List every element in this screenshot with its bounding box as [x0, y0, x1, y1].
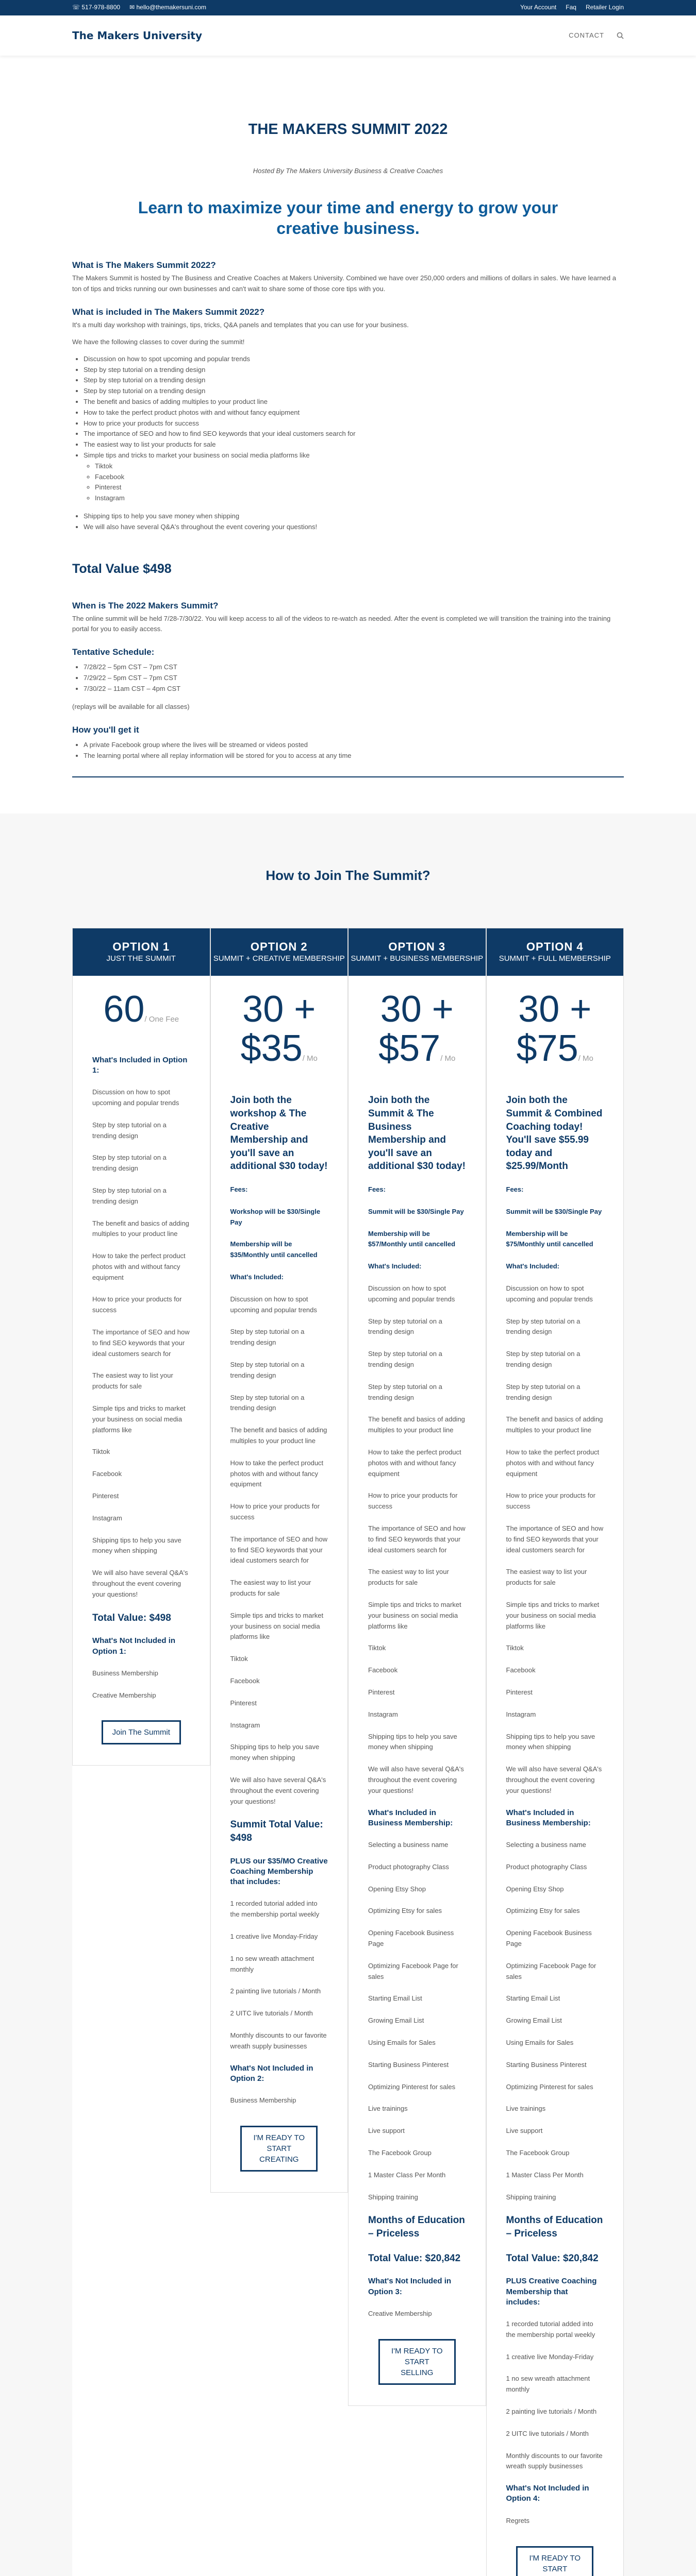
plan-option-4 [486, 928, 624, 2576]
list-item: • The learning portal where all replay information will be stored for you to access at any time [84, 751, 624, 761]
plan-feature: How to price your products for success [506, 1492, 595, 1511]
plan-total: Total Value: $20,842 [368, 2252, 461, 2264]
plan-plus-item: Live trainings [506, 2105, 546, 2113]
about-section [72, 258, 624, 532]
plan-plus-item: Opening Facebook Business Page [368, 1929, 454, 1948]
price-value: 60 [103, 989, 145, 1030]
plan-feature: Simple tips and tricks to market your business on social media platforms like [230, 1611, 324, 1641]
plan-not-included-heading: What's Not Included in Option 3: [368, 2277, 452, 2296]
list-item: ◦ Instagram [95, 493, 624, 504]
plan-intro: Workshop will be $30/Single Pay [230, 1207, 321, 1226]
plan-price [349, 976, 486, 1082]
list-item: • 7/28/22 – 5pm CST – 7pm CST [84, 662, 624, 673]
plan-intro: Summit will be $30/Single Pay [368, 1207, 464, 1215]
plan-feature: Shipping tips to help you save money when shipping [230, 1743, 320, 1762]
plan-plus-heading: What's Included in Business Membership: [368, 1808, 453, 1827]
plan-feature: Tiktok [506, 1644, 524, 1652]
plan-not-item: Business Membership [92, 1669, 158, 1677]
plan-plus-item: 2 painting live tutorials / Month [506, 2408, 597, 2416]
plan-body [211, 1082, 348, 2192]
plan-feature: Instagram [368, 1710, 398, 1718]
list-item: • Simple tips and tricks to market your business on social media platforms like [84, 450, 624, 461]
plan-plus-item: Growing Email List [506, 2016, 562, 2025]
phone-link[interactable]: ☏ 517-978-8800 [72, 4, 121, 11]
plan-not-item: Regrets [506, 2516, 530, 2524]
plan-plus-item: Opening Facebook Business Page [506, 1929, 592, 1948]
plan-feature: How to take the perfect product photos with and without fancy equipment [506, 1448, 600, 1478]
plan-plus-item: Opening Etsy Shop [506, 1885, 564, 1893]
list-item: • Shipping tips to help you save money when shipping [84, 511, 624, 522]
plan-feature: How to price your products for success [92, 1295, 182, 1314]
price-amount [487, 990, 624, 1029]
plan-total: Total Value: $20,842 [506, 2252, 599, 2264]
q-how: How you'll get it [72, 724, 139, 735]
plan-plus-item: 2 painting live tutorials / Month [230, 1987, 321, 1995]
plan-feature: The benefit and basics of adding multiples to your product line [230, 1426, 327, 1445]
list-item: • The importance of SEO and how to find SEO keywords that your ideal customers search for [84, 429, 624, 439]
platform-list [95, 461, 624, 504]
plan-feature: Pinterest [368, 1688, 395, 1696]
plan-feature: Facebook [368, 1666, 398, 1674]
plan-header [487, 928, 624, 976]
plan-option-1 [72, 928, 210, 1766]
replay-note: (replays will be available for all classes) [72, 702, 190, 710]
plan-plus-item: Optimizing Pinterest for sales [506, 2082, 593, 2091]
plan-body [73, 1044, 210, 1766]
retailer-login-link[interactable]: Retailer Login [585, 4, 624, 11]
plan-not-item: Creative Membership [92, 1691, 156, 1699]
list-item: • How to price your products for success [84, 418, 624, 429]
plan-feature: The importance of SEO and how to find SEO keywords that your ideal customers search for [368, 1524, 466, 1554]
plan-header [73, 928, 210, 976]
price-monthly-suffix: / Mo [578, 1054, 593, 1063]
top-bar [0, 0, 696, 15]
plan-option-3 [348, 928, 486, 2406]
plan-plus-item: Product photography Class [506, 1862, 587, 1871]
plan-feature: Facebook [230, 1676, 260, 1685]
plan-feature: The easiest way to list your products for sale [92, 1371, 173, 1391]
plan-feature: Pinterest [230, 1699, 257, 1707]
total-value: Total Value $498 [72, 561, 172, 576]
plan-body [487, 1082, 624, 2576]
plan-plus-item: Optimizing Etsy for sales [368, 1907, 442, 1915]
plan-plus-item: Optimizing Facebook Page for sales [506, 1961, 596, 1980]
plan-feature: Tiktok [230, 1655, 248, 1663]
plan-feature: How to take the perfect product photos with and without fancy equipment [368, 1448, 461, 1478]
plan-intro: Membership will be $57/Monthly until cancelled [368, 1229, 456, 1248]
plan-feature: Step by step tutorial on a trending design [368, 1317, 442, 1336]
plan-plus-item: Selecting a business name [368, 1841, 449, 1849]
plan-months: Months of Education – Priceless [506, 2215, 603, 2240]
plan-plus-item: 1 recorded tutorial added into the membership portal weekly [506, 2320, 595, 2338]
plan-plus-item: 1 creative live Monday-Friday [230, 1932, 318, 1940]
list-item: • Step by step tutorial on a trending design [84, 375, 624, 386]
plan-intro: Membership will be $35/Monthly until cancelled [230, 1240, 318, 1259]
plan-plus-item: 1 Master Class Per Month [368, 2171, 446, 2179]
plan-not-included-heading: What's Not Included in Option 1: [92, 1636, 176, 1656]
price-monthly-value: $57 [378, 1027, 441, 1069]
plan-plus-item: Optimizing Etsy for sales [506, 1907, 580, 1915]
plan-feature: Discussion on how to spot upcoming and popular trends [368, 1284, 455, 1303]
plan-intro: Summit will be $30/Single Pay [506, 1207, 602, 1215]
price-amount [349, 990, 486, 1029]
included-paragraph: It's a multi day workshop with trainings, tips, tricks, Q&A panels and templates that you can use for your business. [72, 321, 409, 329]
plan-feature: The importance of SEO and how to find SEO keywords that your ideal customers search for [230, 1535, 328, 1565]
plan-feature: Simple tips and tricks to market your business on social media platforms like [368, 1600, 461, 1630]
plan-cta-button[interactable]: I'M READY TO START CREATING [240, 2126, 318, 2172]
plan-price [211, 976, 348, 1082]
price-value: 30 + [380, 989, 454, 1030]
plan-feature: Discussion on how to spot upcoming and popular trends [230, 1295, 317, 1314]
about-paragraph: The Makers Summit is hosted by The Business and Creative Coaches at Makers University. Combined we have over 250,000 orders and millions of dollars in sales. We have learned a ton of tips and tricks running our own businesses and can't wait to share some of those core tips with you. [72, 274, 616, 293]
plan-intro: Fees: [368, 1185, 386, 1194]
price-suffix: / One Fee [144, 1015, 179, 1024]
plan-header [349, 928, 486, 976]
list-item: ◦ Pinterest [95, 482, 624, 493]
plan-title: OPTION 4 [526, 940, 584, 953]
plan-feature: We will also have several Q&A's throughout the event covering your questions! [506, 1765, 602, 1794]
plan-feature: How to price your products for success [368, 1492, 458, 1511]
divider [72, 776, 624, 777]
pricing-table [72, 928, 624, 2576]
plan-subtitle: SUMMIT + FULL MEMBERSHIP [499, 954, 611, 963]
price-value: 30 + [242, 989, 316, 1030]
list-item: • How to take the perfect product photos with and without fancy equipment [84, 408, 624, 418]
plan-subtitle: JUST THE SUMMIT [106, 954, 176, 963]
plan-intro: Join both the workshop & The Creative Membership and you'll save an additional $30 today! [230, 1095, 328, 1172]
plan-plus-heading: What's Included in Business Membership: [506, 1808, 591, 1827]
plan-feature: The easiest way to list your products for sale [230, 1579, 311, 1597]
plan-feature: Discussion on how to spot upcoming and popular trends [92, 1088, 179, 1107]
pricing-heading: How to Join The Summit? [266, 868, 430, 884]
plan-feature: Pinterest [506, 1688, 533, 1696]
plan-title: OPTION 2 [250, 940, 308, 953]
your-account-link[interactable]: Your Account [520, 4, 557, 11]
site-header [0, 15, 696, 56]
plan-plus-item: Using Emails for Sales [506, 2039, 574, 2047]
price-monthly-suffix: / Mo [302, 1054, 318, 1063]
schedule-list [84, 662, 624, 694]
plan-feature: The benefit and basics of adding multiples to your product line [506, 1415, 603, 1434]
plan-total: Summit Total Value: $498 [230, 1819, 323, 1843]
plan-feature: Discussion on how to spot upcoming and popular trends [506, 1284, 593, 1303]
list-item: • The benefit and basics of adding multiples to your product line [84, 397, 624, 408]
plan-feature: How to take the perfect product photos with and without fancy equipment [230, 1459, 324, 1488]
plan-feature: We will also have several Q&A's throughout the event covering your questions! [368, 1765, 464, 1794]
plan-intro: Join both the Summit & Combined Coaching today! You'll save $55.99 today and $25.99/Month [506, 1095, 603, 1172]
q-included: What is included in The Makers Summit 2022? [72, 307, 265, 317]
plan-cta-button[interactable]: I'M READY TO START [516, 2546, 593, 2576]
price-monthly-suffix: / Mo [440, 1054, 456, 1063]
plan-plus-item: The Facebook Group [368, 2149, 432, 2157]
plan-feature: How to price your products for success [230, 1502, 320, 1521]
lead-heading: Learn to maximize your time and energy to grow your creative business. [138, 198, 558, 238]
plan-plus-item: Shipping training [506, 2193, 556, 2201]
plan-feature: We will also have several Q&A's throughout the event covering your questions! [230, 1775, 326, 1805]
classes-intro: We have the following classes to cover during the summit! [72, 337, 245, 346]
list-item: ◦ Tiktok [95, 461, 624, 472]
plan-plus-item: Using Emails for Sales [368, 2039, 436, 2047]
list-item: ◦ Facebook [95, 472, 624, 483]
plan-title: OPTION 3 [388, 940, 446, 953]
page-title: THE MAKERS SUMMIT 2022 [248, 121, 448, 138]
plan-plus-item: 1 no sew wreath attachment monthly [506, 2375, 590, 2394]
plan-plus-item: Opening Etsy Shop [368, 1885, 426, 1893]
plan-feature: The easiest way to list your products for sale [368, 1568, 449, 1587]
plan-feature: The benefit and basics of adding multiples to your product line [92, 1219, 189, 1238]
list-item: • A private Facebook group where the lives will be streamed or videos posted [84, 740, 624, 751]
plan-feature: Simple tips and tricks to market your business on social media platforms like [506, 1600, 600, 1630]
plan-feature: Facebook [92, 1470, 122, 1478]
plan-feature: Step by step tutorial on a trending design [92, 1154, 167, 1173]
email-link[interactable]: ✉ hello@themakersuni.com [129, 4, 207, 11]
plan-feature: Facebook [506, 1666, 536, 1674]
q-when: When is The 2022 Makers Summit? [72, 600, 219, 611]
plan-subtitle: SUMMIT + BUSINESS MEMBERSHIP [351, 954, 484, 963]
classes-list [84, 354, 624, 504]
list-item: • 7/29/22 – 5pm CST – 7pm CST [84, 673, 624, 684]
plan-feature: Shipping tips to help you save money when shipping [506, 1732, 595, 1751]
plan-plus-item: 1 no sew wreath attachment monthly [230, 1954, 314, 1973]
plan-plus-item: Starting Email List [506, 1994, 560, 2003]
plan-feature: Step by step tutorial on a trending design [368, 1382, 442, 1401]
plan-plus-item: 2 UITC live tutorials / Month [230, 2009, 313, 2018]
plan-plus-item: Monthly discounts to our favorite wreath supply businesses [506, 2451, 603, 2470]
plan-feature: The importance of SEO and how to find SEO keywords that your ideal customers search for [92, 1328, 190, 1358]
plan-plus-item: Shipping training [368, 2193, 418, 2201]
plan-plus-heading: PLUS our $35/MO Creative Coaching Membership that includes: [230, 1856, 328, 1887]
plan-plus-item: 1 Master Class Per Month [506, 2171, 584, 2179]
plan-title: OPTION 1 [112, 940, 170, 953]
plan-plus-heading: PLUS Creative Coaching Membership that includes: [506, 2277, 597, 2307]
plan-feature: Instagram [506, 1710, 536, 1718]
list-item: • Step by step tutorial on a trending design [84, 386, 624, 397]
plan-feature: Step by step tutorial on a trending design [230, 1361, 305, 1379]
plan-plus-item: Starting Business Pinterest [368, 2060, 449, 2069]
price-amount [211, 990, 348, 1029]
plan-plus-item: Starting Business Pinterest [506, 2060, 587, 2069]
plan-plus-item: The Facebook Group [506, 2149, 570, 2157]
plan-not-included-heading: What's Not Included in Option 4: [506, 2484, 589, 2503]
hosted-by: Hosted By The Makers University Business & Creative Coaches [253, 167, 443, 175]
plan-subtitle: SUMMIT + CREATIVE MEMBERSHIP [213, 954, 345, 963]
plan-feature: Step by step tutorial on a trending design [92, 1121, 167, 1140]
content [72, 56, 624, 777]
plan-feature: The importance of SEO and how to find SEO keywords that your ideal customers search for [506, 1524, 604, 1554]
plan-months: Months of Education – Priceless [368, 2215, 465, 2240]
plan-plus-item: Starting Email List [368, 1994, 422, 2003]
plan-body [349, 1082, 486, 2405]
plan-plus-item: 1 recorded tutorial added into the membership portal weekly [230, 1900, 320, 1919]
plan-feature: Step by step tutorial on a trending design [230, 1393, 305, 1412]
site-logo[interactable]: The Makers University [72, 29, 203, 42]
when-paragraph: The online summit will be held 7/28-7/30/22. You will keep access to all of the videos to re-watch as needed. After the event is completed we will transition the training into the training portal for you to easily access. [72, 614, 611, 633]
search-icon[interactable] [617, 32, 624, 39]
plan-feature: Pinterest [92, 1492, 119, 1500]
plan-feature: How to take the perfect product photos with and without fancy equipment [92, 1252, 186, 1281]
price-monthly [487, 1029, 624, 1069]
price-monthly [349, 1029, 486, 1069]
plan-feature: Instagram [92, 1514, 122, 1522]
plan-intro: What's Included: [368, 1262, 422, 1270]
plan-plus-item: 2 UITC live tutorials / Month [506, 2429, 589, 2437]
extras-list [84, 511, 624, 533]
plan-plus-item: Live trainings [368, 2105, 408, 2113]
plan-intro: What's Included: [230, 1273, 284, 1281]
list-item: • 7/30/22 – 11am CST – 4pm CST [84, 684, 624, 694]
price-monthly-value: $75 [516, 1027, 578, 1069]
plan-feature: Instagram [230, 1721, 260, 1729]
price-amount [73, 990, 210, 1029]
nav-contact[interactable]: CONTACT [569, 31, 604, 39]
plan-feature: We will also have several Q&A's throughout the event covering your questions! [92, 1569, 188, 1598]
list-item: • Step by step tutorial on a trending design [84, 365, 624, 376]
plan-plus-item: Growing Email List [368, 2016, 424, 2025]
price-monthly [211, 1029, 348, 1069]
plan-feature: Step by step tutorial on a trending design [230, 1328, 305, 1347]
plan-total: Total Value: $498 [92, 1612, 171, 1623]
plan-header [211, 928, 348, 976]
plan-not-included-heading: What's Not Included in Option 2: [230, 2063, 313, 2083]
plan-plus-item: Monthly discounts to our favorite wreath supply businesses [230, 2031, 327, 2050]
list-item: • We will also have several Q&A's throughout the event covering your questions! [84, 522, 624, 533]
plan-option-2 [210, 928, 349, 2193]
plan-cta-button[interactable]: I'M READY TO START SELLING [378, 2339, 456, 2385]
plan-cta-button[interactable]: Join The Summit [102, 1720, 181, 1744]
plan-price [73, 976, 210, 1044]
plan-feature: Step by step tutorial on a trending design [92, 1186, 167, 1205]
plan-feature: Step by step tutorial on a trending design [506, 1382, 581, 1401]
plan-feature: Tiktok [92, 1448, 110, 1456]
plan-plus-item: Selecting a business name [506, 1841, 586, 1849]
plan-intro: Fees: [230, 1185, 248, 1194]
plan-feature: The benefit and basics of adding multiples to your product line [368, 1415, 465, 1434]
price-value: 30 + [518, 989, 592, 1030]
plan-not-item: Creative Membership [368, 2309, 432, 2317]
plan-feature: Step by step tutorial on a trending design [506, 1317, 581, 1336]
plan-plus-item: Product photography Class [368, 1862, 449, 1871]
plan-plus-item: Live support [506, 2127, 543, 2135]
plan-feature: Shipping tips to help you save money when shipping [368, 1732, 457, 1751]
plan-feature: The easiest way to list your products for sale [506, 1568, 587, 1587]
plan-feature: Step by step tutorial on a trending design [506, 1350, 581, 1369]
price-monthly-value: $35 [240, 1027, 303, 1069]
plan-intro: Fees: [506, 1185, 524, 1194]
plan-included-heading: What's Included in Option 1: [92, 1055, 188, 1075]
plan-feature: Step by step tutorial on a trending design [368, 1350, 442, 1369]
plan-plus-item: Optimizing Pinterest for sales [368, 2082, 456, 2091]
faq-link[interactable]: Faq [566, 4, 576, 11]
plan-plus-item: Optimizing Facebook Page for sales [368, 1961, 458, 1980]
q-what-is: What is The Makers Summit 2022? [72, 260, 216, 270]
plan-plus-item: 1 creative live Monday-Friday [506, 2352, 594, 2361]
plan-feature: Shipping tips to help you save money when shipping [92, 1536, 181, 1555]
pricing-section [0, 814, 696, 2576]
plan-plus-item: Live support [368, 2127, 405, 2135]
plan-intro: Membership will be $75/Monthly until cancelled [506, 1229, 593, 1248]
plan-feature: Tiktok [368, 1644, 386, 1652]
plan-feature: Simple tips and tricks to market your business on social media platforms like [92, 1404, 186, 1434]
schedule-heading: Tentative Schedule: [72, 647, 155, 657]
plan-intro: Join both the Summit & The Business Membership and you'll save an additional $30 today! [368, 1095, 466, 1172]
plan-price [487, 976, 624, 1082]
list-item: • The easiest way to list your products for sale [84, 439, 624, 450]
plan-intro: What's Included: [506, 1262, 559, 1270]
access-list [84, 740, 624, 761]
list-item: • Discussion on how to spot upcoming and popular trends [84, 354, 624, 365]
plan-not-item: Business Membership [230, 2096, 296, 2105]
